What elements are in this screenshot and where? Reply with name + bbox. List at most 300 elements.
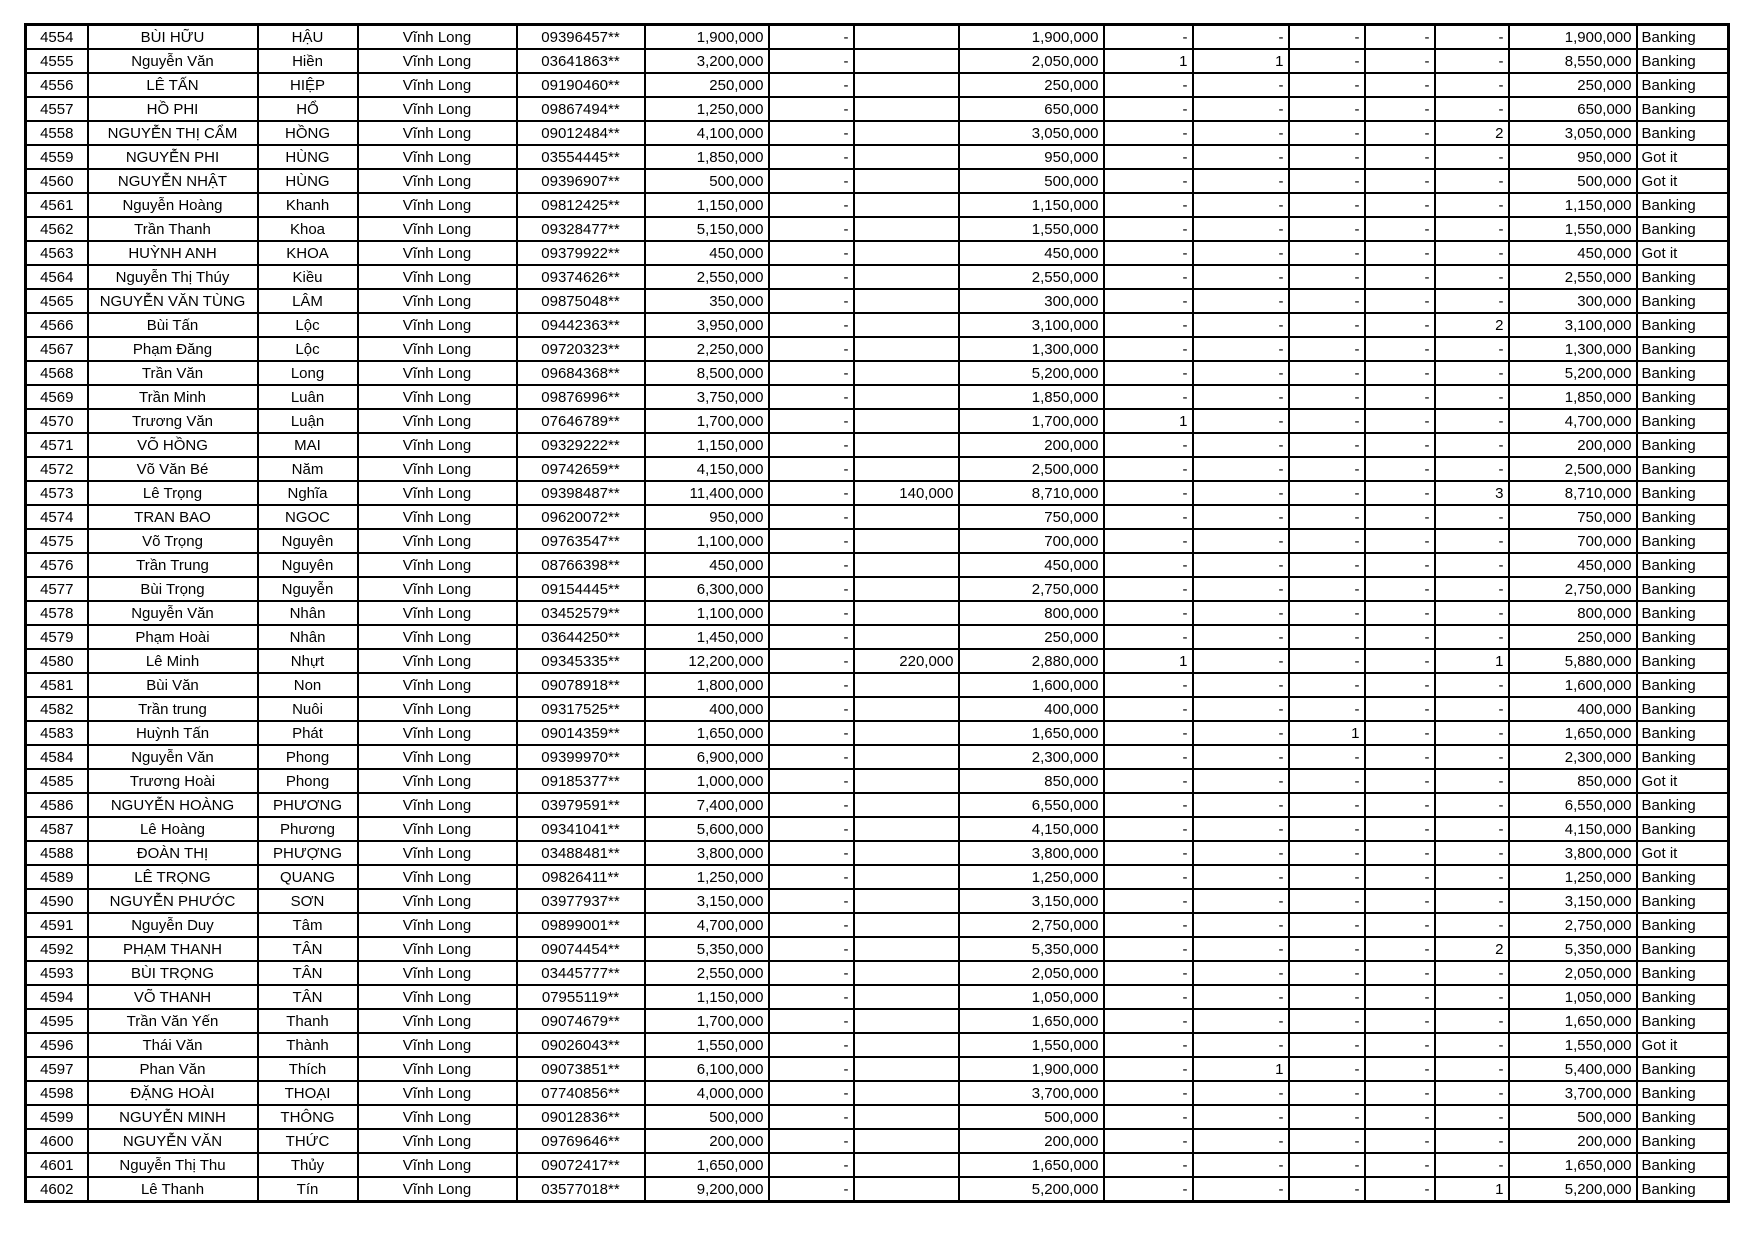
cell-amount-2: 3,100,000: [959, 313, 1104, 337]
table-row: [26, 1153, 1729, 1177]
cell-province: Vĩnh Long: [358, 697, 517, 721]
cell-id: 4572: [26, 457, 88, 481]
table-row: [26, 865, 1729, 889]
table-row: [26, 889, 1729, 913]
cell-amount-3: 2,050,000: [1509, 961, 1637, 985]
cell-province: Vĩnh Long: [358, 337, 517, 361]
cell-count-5: -: [1435, 457, 1509, 481]
cell-dash-1: -: [769, 961, 854, 985]
cell-amount-1: 4,000,000: [645, 1081, 769, 1105]
cell-count-1: -: [1104, 985, 1193, 1009]
cell-amount-1: 3,800,000: [645, 841, 769, 865]
cell-count-4: -: [1365, 865, 1435, 889]
cell-count-2: -: [1193, 337, 1289, 361]
cell-count-2: -: [1193, 289, 1289, 313]
cell-phone: 09072417**: [517, 1153, 645, 1177]
cell-extra-amount: [854, 793, 959, 817]
cell-count-1: -: [1104, 361, 1193, 385]
cell-amount-2: 5,350,000: [959, 937, 1104, 961]
cell-dash-1: -: [769, 25, 854, 50]
cell-amount-3: 300,000: [1509, 289, 1637, 313]
cell-status: Banking: [1637, 913, 1729, 937]
table-row: [26, 961, 1729, 985]
cell-id: 4598: [26, 1081, 88, 1105]
cell-count-2: -: [1193, 841, 1289, 865]
cell-amount-1: 1,150,000: [645, 193, 769, 217]
cell-amount-1: 950,000: [645, 505, 769, 529]
cell-first-name: Phạm Hoài: [88, 625, 258, 649]
cell-dash-1: -: [769, 193, 854, 217]
table-row: [26, 145, 1729, 169]
cell-count-1: -: [1104, 193, 1193, 217]
cell-extra-amount: 220,000: [854, 649, 959, 673]
cell-first-name: Trần Thanh: [88, 217, 258, 241]
cell-phone: 09742659**: [517, 457, 645, 481]
cell-extra-amount: [854, 937, 959, 961]
cell-count-2: -: [1193, 961, 1289, 985]
cell-status: Banking: [1637, 721, 1729, 745]
cell-phone: 08766398**: [517, 553, 645, 577]
cell-status: Banking: [1637, 433, 1729, 457]
cell-phone: 09328477**: [517, 217, 645, 241]
cell-amount-1: 1,700,000: [645, 409, 769, 433]
cell-first-name: VÕ THANH: [88, 985, 258, 1009]
cell-count-4: -: [1365, 1177, 1435, 1202]
table-row: [26, 73, 1729, 97]
cell-extra-amount: [854, 49, 959, 73]
cell-count-3: -: [1289, 1009, 1365, 1033]
table-row: [26, 985, 1729, 1009]
cell-first-name: Lê Hoàng: [88, 817, 258, 841]
cell-count-4: -: [1365, 961, 1435, 985]
cell-province: Vĩnh Long: [358, 721, 517, 745]
cell-count-3: -: [1289, 793, 1365, 817]
cell-status: Got it: [1637, 169, 1729, 193]
cell-last-name: TÂN: [258, 937, 358, 961]
cell-count-4: -: [1365, 649, 1435, 673]
cell-count-5: -: [1435, 721, 1509, 745]
cell-first-name: Huỳnh Tấn: [88, 721, 258, 745]
cell-count-1: -: [1104, 1081, 1193, 1105]
cell-count-5: -: [1435, 1033, 1509, 1057]
cell-amount-3: 2,500,000: [1509, 457, 1637, 481]
cell-count-4: -: [1365, 697, 1435, 721]
cell-count-5: -: [1435, 145, 1509, 169]
cell-first-name: NGUYỄN PHI: [88, 145, 258, 169]
cell-extra-amount: [854, 1033, 959, 1057]
cell-province: Vĩnh Long: [358, 313, 517, 337]
cell-count-4: -: [1365, 577, 1435, 601]
cell-extra-amount: [854, 25, 959, 50]
cell-dash-1: -: [769, 73, 854, 97]
cell-count-4: -: [1365, 1081, 1435, 1105]
cell-first-name: ĐOÀN THỊ: [88, 841, 258, 865]
cell-amount-1: 1,150,000: [645, 985, 769, 1009]
cell-province: Vĩnh Long: [358, 193, 517, 217]
cell-last-name: HIỆP: [258, 73, 358, 97]
cell-amount-2: 3,150,000: [959, 889, 1104, 913]
cell-extra-amount: [854, 961, 959, 985]
cell-dash-1: -: [769, 313, 854, 337]
cell-province: Vĩnh Long: [358, 169, 517, 193]
cell-amount-3: 950,000: [1509, 145, 1637, 169]
cell-dash-1: -: [769, 1057, 854, 1081]
cell-id: 4584: [26, 745, 88, 769]
cell-amount-3: 4,700,000: [1509, 409, 1637, 433]
cell-last-name: Phong: [258, 745, 358, 769]
cell-amount-1: 1,000,000: [645, 769, 769, 793]
cell-extra-amount: [854, 601, 959, 625]
cell-count-3: -: [1289, 697, 1365, 721]
cell-status: Banking: [1637, 625, 1729, 649]
cell-phone: 09073851**: [517, 1057, 645, 1081]
cell-province: Vĩnh Long: [358, 865, 517, 889]
cell-first-name: Thái Văn: [88, 1033, 258, 1057]
cell-extra-amount: [854, 529, 959, 553]
cell-count-1: -: [1104, 289, 1193, 313]
cell-amount-3: 6,550,000: [1509, 793, 1637, 817]
cell-count-5: -: [1435, 289, 1509, 313]
cell-amount-3: 250,000: [1509, 73, 1637, 97]
cell-phone: 09684368**: [517, 361, 645, 385]
cell-amount-3: 1,600,000: [1509, 673, 1637, 697]
cell-count-3: -: [1289, 481, 1365, 505]
cell-count-3: -: [1289, 1105, 1365, 1129]
cell-amount-1: 250,000: [645, 73, 769, 97]
cell-amount-2: 8,710,000: [959, 481, 1104, 505]
cell-count-1: -: [1104, 97, 1193, 121]
cell-count-1: -: [1104, 889, 1193, 913]
cell-count-5: -: [1435, 217, 1509, 241]
cell-count-3: -: [1289, 337, 1365, 361]
cell-count-1: -: [1104, 745, 1193, 769]
cell-id: 4589: [26, 865, 88, 889]
cell-status: Banking: [1637, 673, 1729, 697]
cell-count-1: -: [1104, 1105, 1193, 1129]
cell-phone: 09396457**: [517, 25, 645, 50]
cell-count-2: -: [1193, 1081, 1289, 1105]
cell-phone: 03554445**: [517, 145, 645, 169]
cell-count-2: -: [1193, 25, 1289, 50]
cell-count-4: -: [1365, 241, 1435, 265]
cell-amount-2: 1,300,000: [959, 337, 1104, 361]
cell-id: 4566: [26, 313, 88, 337]
cell-amount-3: 1,650,000: [1509, 1009, 1637, 1033]
cell-province: Vĩnh Long: [358, 1177, 517, 1202]
cell-first-name: Nguyễn Văn: [88, 745, 258, 769]
cell-province: Vĩnh Long: [358, 289, 517, 313]
table-row: [26, 1033, 1729, 1057]
cell-count-1: -: [1104, 721, 1193, 745]
cell-amount-3: 1,250,000: [1509, 865, 1637, 889]
cell-first-name: BÙI TRỌNG: [88, 961, 258, 985]
cell-amount-2: 1,900,000: [959, 25, 1104, 50]
cell-dash-1: -: [769, 409, 854, 433]
cell-province: Vĩnh Long: [358, 745, 517, 769]
cell-count-5: 1: [1435, 649, 1509, 673]
cell-province: Vĩnh Long: [358, 769, 517, 793]
cell-dash-1: -: [769, 49, 854, 73]
cell-first-name: Bùi Văn: [88, 673, 258, 697]
cell-amount-1: 1,550,000: [645, 1033, 769, 1057]
cell-count-1: -: [1104, 913, 1193, 937]
cell-dash-1: -: [769, 1177, 854, 1202]
cell-count-5: -: [1435, 361, 1509, 385]
cell-extra-amount: [854, 505, 959, 529]
cell-count-2: -: [1193, 529, 1289, 553]
cell-first-name: Nguyễn Thị Thu: [88, 1153, 258, 1177]
cell-count-4: -: [1365, 97, 1435, 121]
cell-dash-1: -: [769, 721, 854, 745]
cell-count-4: -: [1365, 841, 1435, 865]
cell-amount-3: 650,000: [1509, 97, 1637, 121]
cell-count-5: -: [1435, 1129, 1509, 1153]
cell-last-name: Năm: [258, 457, 358, 481]
cell-count-3: -: [1289, 121, 1365, 145]
cell-status: Banking: [1637, 961, 1729, 985]
cell-first-name: HỒ PHI: [88, 97, 258, 121]
cell-extra-amount: [854, 241, 959, 265]
cell-count-1: -: [1104, 625, 1193, 649]
table-row: [26, 457, 1729, 481]
cell-extra-amount: [854, 697, 959, 721]
cell-count-5: -: [1435, 265, 1509, 289]
cell-status: Got it: [1637, 145, 1729, 169]
cell-phone: 09078918**: [517, 673, 645, 697]
cell-extra-amount: [854, 217, 959, 241]
cell-count-2: -: [1193, 793, 1289, 817]
cell-count-2: -: [1193, 433, 1289, 457]
cell-amount-1: 1,700,000: [645, 1009, 769, 1033]
cell-count-5: -: [1435, 1105, 1509, 1129]
cell-status: Banking: [1637, 1081, 1729, 1105]
cell-amount-3: 750,000: [1509, 505, 1637, 529]
table-row: [26, 937, 1729, 961]
cell-count-5: -: [1435, 769, 1509, 793]
cell-amount-2: 1,150,000: [959, 193, 1104, 217]
cell-id: 4569: [26, 385, 88, 409]
cell-count-1: -: [1104, 1153, 1193, 1177]
cell-count-4: -: [1365, 913, 1435, 937]
cell-dash-1: -: [769, 745, 854, 769]
cell-count-4: -: [1365, 409, 1435, 433]
cell-phone: 09074679**: [517, 1009, 645, 1033]
cell-first-name: PHẠM THANH: [88, 937, 258, 961]
cell-province: Vĩnh Long: [358, 553, 517, 577]
cell-count-2: -: [1193, 241, 1289, 265]
cell-last-name: Long: [258, 361, 358, 385]
cell-count-3: -: [1289, 673, 1365, 697]
cell-first-name: Nguyễn Duy: [88, 913, 258, 937]
cell-id: 4573: [26, 481, 88, 505]
cell-phone: 09014359**: [517, 721, 645, 745]
cell-count-2: -: [1193, 193, 1289, 217]
cell-count-4: -: [1365, 985, 1435, 1009]
cell-phone: 09875048**: [517, 289, 645, 313]
cell-count-5: -: [1435, 697, 1509, 721]
cell-extra-amount: [854, 313, 959, 337]
cell-province: Vĩnh Long: [358, 985, 517, 1009]
cell-count-3: -: [1289, 169, 1365, 193]
cell-status: Banking: [1637, 577, 1729, 601]
cell-amount-2: 5,200,000: [959, 1177, 1104, 1202]
cell-count-1: -: [1104, 337, 1193, 361]
table-row: [26, 193, 1729, 217]
cell-count-5: -: [1435, 889, 1509, 913]
table-row: [26, 481, 1729, 505]
cell-amount-2: 4,150,000: [959, 817, 1104, 841]
table-row: [26, 793, 1729, 817]
cell-extra-amount: [854, 1129, 959, 1153]
cell-extra-amount: [854, 865, 959, 889]
table-row: [26, 1177, 1729, 1202]
cell-dash-1: -: [769, 337, 854, 361]
cell-amount-1: 6,300,000: [645, 577, 769, 601]
cell-count-5: -: [1435, 553, 1509, 577]
cell-status: Got it: [1637, 769, 1729, 793]
cell-phone: 09345335**: [517, 649, 645, 673]
cell-status: Banking: [1637, 97, 1729, 121]
cell-amount-1: 4,150,000: [645, 457, 769, 481]
cell-count-5: -: [1435, 1009, 1509, 1033]
cell-amount-1: 11,400,000: [645, 481, 769, 505]
cell-dash-1: -: [769, 241, 854, 265]
cell-province: Vĩnh Long: [358, 793, 517, 817]
table-row: [26, 265, 1729, 289]
cell-count-3: -: [1289, 361, 1365, 385]
cell-status: Banking: [1637, 313, 1729, 337]
cell-amount-1: 1,800,000: [645, 673, 769, 697]
cell-amount-2: 450,000: [959, 241, 1104, 265]
cell-id: 4565: [26, 289, 88, 313]
cell-amount-1: 8,500,000: [645, 361, 769, 385]
cell-count-2: -: [1193, 937, 1289, 961]
cell-first-name: Trần trung: [88, 697, 258, 721]
cell-count-2: -: [1193, 505, 1289, 529]
cell-status: Banking: [1637, 1129, 1729, 1153]
cell-count-3: -: [1289, 217, 1365, 241]
cell-last-name: Luận: [258, 409, 358, 433]
cell-last-name: PHƯƠNG: [258, 793, 358, 817]
cell-id: 4599: [26, 1105, 88, 1129]
cell-dash-1: -: [769, 265, 854, 289]
cell-extra-amount: [854, 145, 959, 169]
cell-id: 4600: [26, 1129, 88, 1153]
cell-phone: 07646789**: [517, 409, 645, 433]
cell-first-name: NGUYỄN NHẬT: [88, 169, 258, 193]
cell-status: Banking: [1637, 409, 1729, 433]
cell-amount-1: 1,650,000: [645, 1153, 769, 1177]
cell-count-3: -: [1289, 913, 1365, 937]
cell-last-name: Thanh: [258, 1009, 358, 1033]
cell-count-5: -: [1435, 865, 1509, 889]
cell-amount-2: 5,200,000: [959, 361, 1104, 385]
cell-phone: 03979591**: [517, 793, 645, 817]
cell-count-3: -: [1289, 841, 1365, 865]
cell-last-name: Nguyên: [258, 529, 358, 553]
cell-id: 4558: [26, 121, 88, 145]
cell-id: 4576: [26, 553, 88, 577]
cell-dash-1: -: [769, 601, 854, 625]
cell-amount-2: 6,550,000: [959, 793, 1104, 817]
cell-dash-1: -: [769, 529, 854, 553]
cell-count-3: -: [1289, 25, 1365, 50]
cell-count-3: -: [1289, 601, 1365, 625]
cell-dash-1: -: [769, 169, 854, 193]
cell-status: Banking: [1637, 193, 1729, 217]
cell-phone: 03445777**: [517, 961, 645, 985]
cell-count-2: -: [1193, 409, 1289, 433]
cell-status: Banking: [1637, 889, 1729, 913]
cell-count-2: -: [1193, 73, 1289, 97]
cell-amount-2: 500,000: [959, 169, 1104, 193]
cell-count-2: -: [1193, 145, 1289, 169]
cell-status: Banking: [1637, 121, 1729, 145]
cell-province: Vĩnh Long: [358, 433, 517, 457]
cell-amount-1: 2,250,000: [645, 337, 769, 361]
cell-amount-2: 850,000: [959, 769, 1104, 793]
cell-extra-amount: [854, 361, 959, 385]
cell-count-3: -: [1289, 1033, 1365, 1057]
cell-extra-amount: [854, 409, 959, 433]
table-body: [26, 25, 1729, 1202]
cell-amount-1: 9,200,000: [645, 1177, 769, 1202]
cell-id: 4591: [26, 913, 88, 937]
cell-last-name: KHOA: [258, 241, 358, 265]
cell-count-5: -: [1435, 193, 1509, 217]
cell-count-2: -: [1193, 169, 1289, 193]
cell-province: Vĩnh Long: [358, 1129, 517, 1153]
cell-amount-2: 3,800,000: [959, 841, 1104, 865]
cell-count-2: 1: [1193, 1057, 1289, 1081]
cell-amount-1: 450,000: [645, 241, 769, 265]
cell-phone: 07740856**: [517, 1081, 645, 1105]
cell-status: Got it: [1637, 241, 1729, 265]
cell-count-3: -: [1289, 1081, 1365, 1105]
cell-id: 4578: [26, 601, 88, 625]
cell-extra-amount: [854, 913, 959, 937]
cell-phone: 09396907**: [517, 169, 645, 193]
cell-count-3: -: [1289, 313, 1365, 337]
cell-id: 4556: [26, 73, 88, 97]
cell-last-name: Phong: [258, 769, 358, 793]
table-row: [26, 601, 1729, 625]
cell-last-name: HỔ: [258, 97, 358, 121]
cell-amount-1: 3,150,000: [645, 889, 769, 913]
cell-last-name: LÂM: [258, 289, 358, 313]
cell-amount-1: 3,950,000: [645, 313, 769, 337]
cell-dash-1: -: [769, 217, 854, 241]
cell-status: Banking: [1637, 481, 1729, 505]
cell-amount-1: 3,750,000: [645, 385, 769, 409]
table-row: [26, 577, 1729, 601]
cell-dash-1: -: [769, 865, 854, 889]
cell-count-3: -: [1289, 1129, 1365, 1153]
cell-amount-3: 2,550,000: [1509, 265, 1637, 289]
cell-last-name: NGOC: [258, 505, 358, 529]
cell-count-3: -: [1289, 265, 1365, 289]
cell-amount-3: 5,350,000: [1509, 937, 1637, 961]
cell-phone: 09185377**: [517, 769, 645, 793]
cell-status: Banking: [1637, 865, 1729, 889]
cell-count-4: -: [1365, 361, 1435, 385]
cell-amount-2: 1,650,000: [959, 1153, 1104, 1177]
cell-count-1: -: [1104, 1177, 1193, 1202]
cell-amount-2: 2,500,000: [959, 457, 1104, 481]
cell-status: Banking: [1637, 457, 1729, 481]
cell-count-4: -: [1365, 337, 1435, 361]
cell-last-name: Thủy: [258, 1153, 358, 1177]
